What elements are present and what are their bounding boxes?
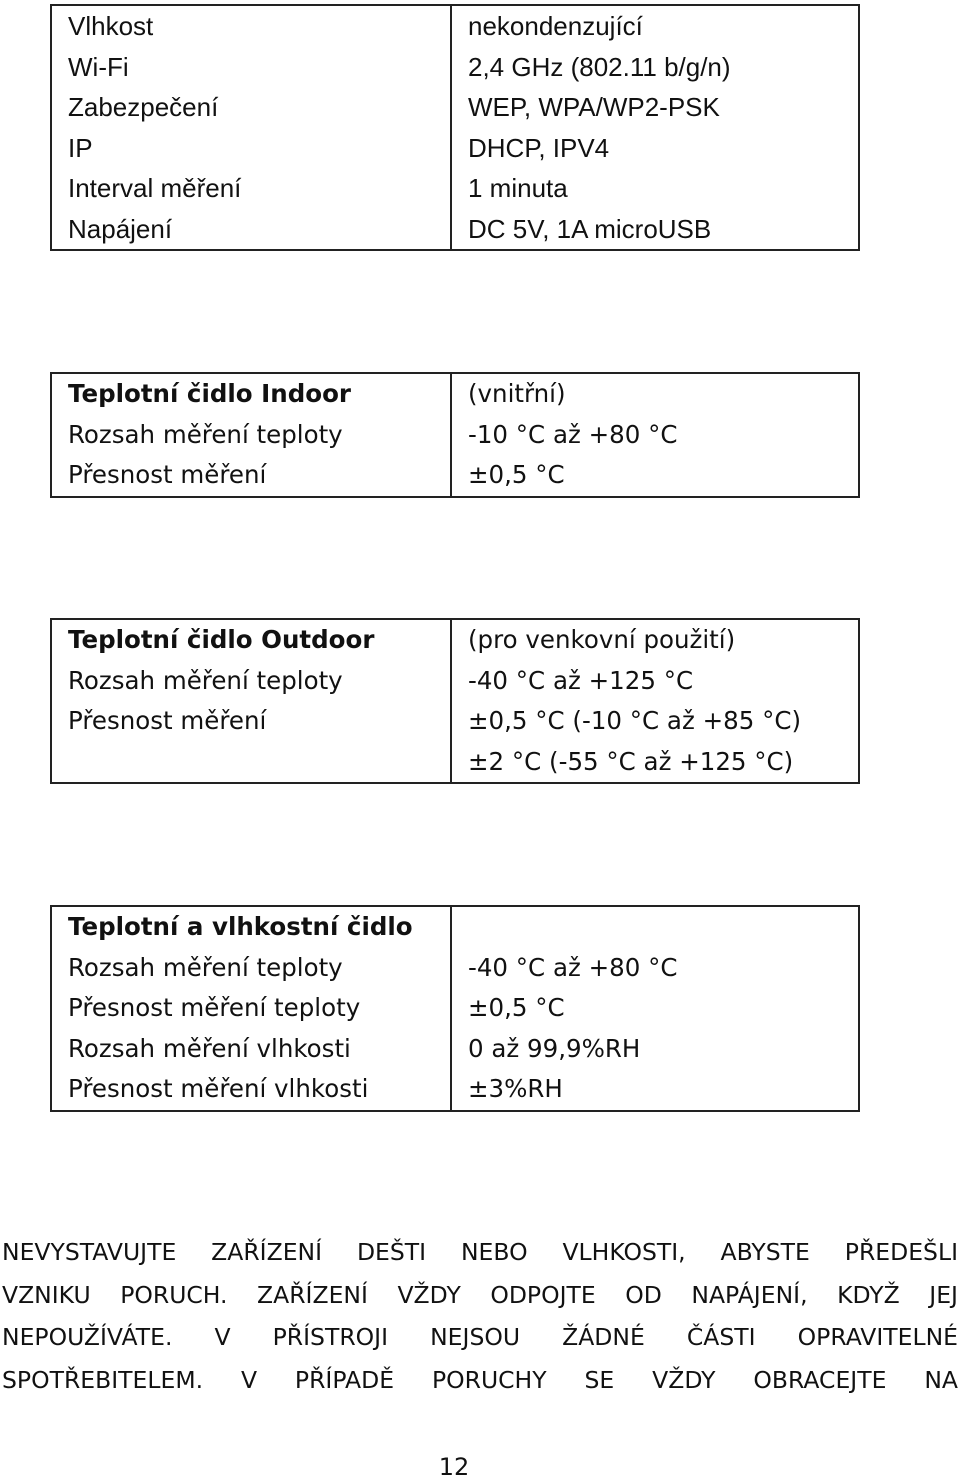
outdoor-heading-value: (pro venkovní použití) — [468, 625, 736, 654]
spec-value: -40 °C až +80 °C — [468, 952, 678, 982]
spec-label: Wi-Fi — [68, 51, 129, 82]
spec-value: ±0,5 °C (-10 °C až +85 °C) — [468, 706, 801, 735]
outdoor-labels-cell — [51, 619, 451, 783]
spec-value: 2,4 GHz (802.11 b/g/n) — [468, 51, 731, 82]
spec-value: DC 5V, 1A microUSB — [468, 213, 712, 244]
spec-label: Přesnost měření — [68, 706, 267, 735]
spec-label: Napájení — [68, 213, 173, 244]
spec-label: Rozsah měření vlhkosti — [68, 1033, 351, 1063]
spec-value: nekondenzující — [468, 11, 643, 41]
spec-label: Přesnost měření — [68, 460, 267, 489]
spec-label: Interval měření — [68, 173, 242, 203]
spec-label: Rozsah měření teploty — [68, 665, 343, 695]
warning-line: NEPOUŽÍVÁTE. V PŘÍSTROJI NEJSOU ŽÁDNÉ ČÁSTI OPRAVITELNÉ — [2, 1323, 958, 1351]
warning-line: NEVYSTAVUJTE ZAŘÍZENÍ DEŠTI NEBO VLHKOSTI, ABYSTE PŘEDEŠLI — [2, 1238, 958, 1266]
combo-labels-cell — [51, 906, 451, 1111]
outdoor-sensor-table — [50, 618, 860, 784]
general-spec-table — [50, 4, 860, 251]
combo-values-cell — [451, 906, 859, 1111]
indoor-heading: Teplotní čidlo Indoor — [68, 379, 351, 408]
spec-value: -40 °C až +125 °C — [468, 665, 694, 695]
warning-line: VZNIKU PORUCH. ZAŘÍZENÍ VŽDY ODPOJTE OD NAPÁJENÍ, KDYŽ JEJ — [2, 1280, 958, 1309]
general-values-cell — [451, 5, 859, 250]
combo-heading-value — [452, 907, 858, 948]
spec-label: Vlhkost — [68, 11, 154, 41]
spec-value: DHCP, IPV4 — [468, 132, 610, 163]
spec-value: ±0,5 °C — [468, 993, 565, 1022]
spec-label: Přesnost měření vlhkosti — [68, 1074, 369, 1103]
combo-heading: Teplotní a vlhkostní čidlo — [68, 912, 413, 941]
indoor-labels-cell — [51, 373, 451, 497]
spec-label: IP — [68, 132, 93, 163]
warning-line: SPOTŘEBITELEM. V PŘÍPADĚ PORUCHY SE VŽDY OBRACEJTE NA — [2, 1365, 958, 1394]
spec-value: -10 °C až +80 °C — [468, 419, 678, 449]
spec-value: ±3%RH — [468, 1074, 563, 1103]
spec-value: 1 minuta — [468, 173, 568, 203]
spec-value: 0 až 99,9%RH — [468, 1033, 641, 1063]
spec-label: Zabezpečení — [68, 92, 219, 122]
general-labels-cell — [51, 5, 451, 250]
safety-warning — [2, 1231, 958, 1401]
spec-label: Rozsah měření teploty — [68, 952, 343, 982]
outdoor-heading: Teplotní čidlo Outdoor — [68, 625, 375, 654]
indoor-values-cell — [451, 373, 859, 497]
indoor-heading-value: (vnitřní) — [468, 379, 566, 408]
spec-value: ±2 °C (-55 °C až +125 °C) — [468, 746, 794, 776]
page-number: 12 — [438, 1453, 470, 1481]
indoor-sensor-table — [50, 372, 860, 498]
spec-label: Přesnost měření teploty — [68, 993, 361, 1022]
temp-humidity-sensor-table — [50, 905, 860, 1112]
spec-label — [52, 742, 450, 783]
spec-value: ±0,5 °C — [468, 460, 565, 489]
spec-value: WEP, WPA/WP2-PSK — [468, 92, 720, 122]
outdoor-values-cell — [451, 619, 859, 783]
spec-label: Rozsah měření teploty — [68, 419, 343, 449]
